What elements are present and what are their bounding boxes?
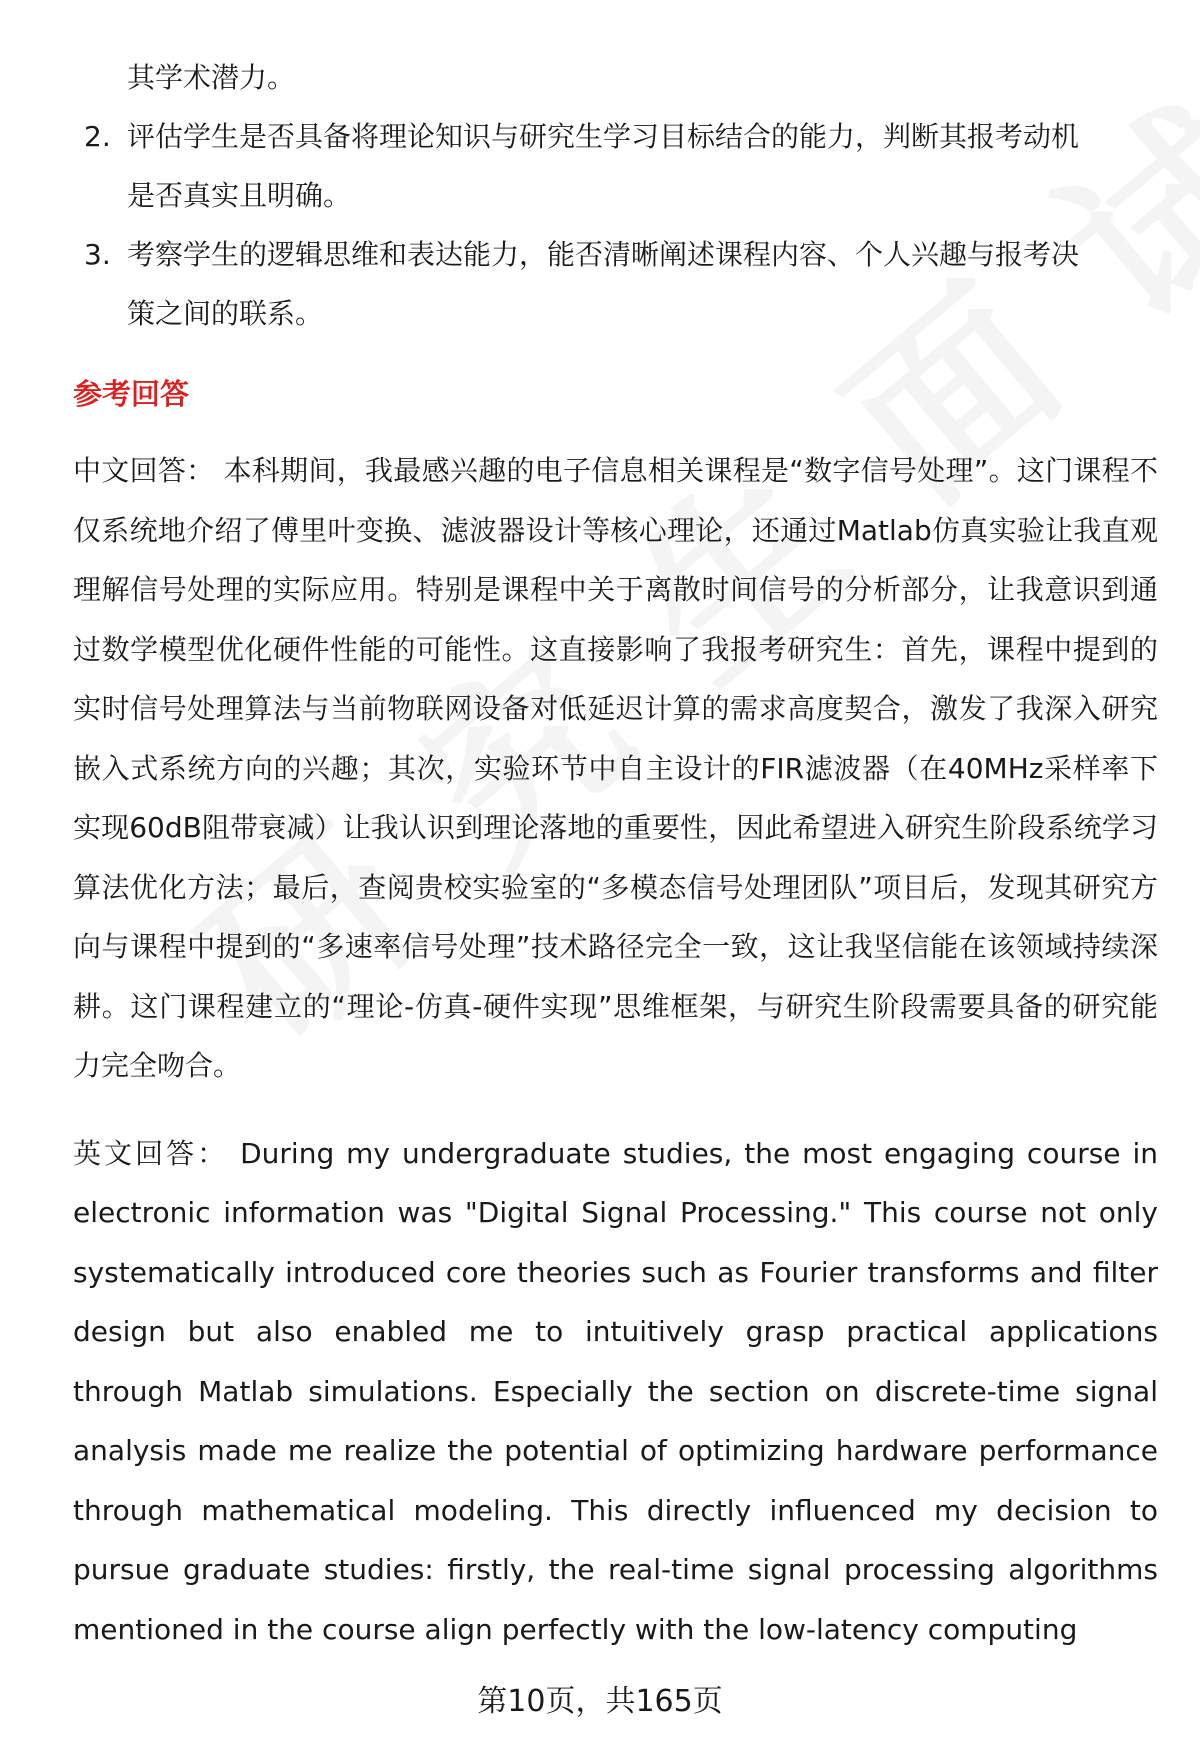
list-item-text-line: 评估学生是否具备将理论知识与研究生学习目标结合的能力，判断其报考动机: [127, 120, 1080, 153]
list-item-text-line: 策之间的联系。: [127, 297, 324, 330]
content-area: [73, 48, 1158, 1659]
list-item: [73, 107, 1158, 225]
list-item: [73, 225, 1158, 343]
english-answer-paragraph: 英文回答： During my undergraduate studies, the most engaging course in electronic information was "Digital Signal Processing." This course not only systematically introduced core theories such as Fourier transforms and filter design but also enabled me to intuitively grasp practical applications through Matlab simulations. Especially the section on discrete-time signal analysis made me realize the potential of optimizing hardware performance through mathematical modeling. This directly influenced my decision to pursue graduate studies: firstly, the real-time signal processing algorithms mentioned in the course align perfectly with the low-latency computing: [73, 1136, 1158, 1646]
list-item-text-line: 是否真实且明确。: [127, 179, 352, 212]
chinese-answer-paragraph: 中文回答： 本科期间，我最感兴趣的电子信息相关课程是“数字信号处理”。这门课程不仅系统地介绍了傅里叶变换、滤波器设计等核心理论，还通过Matlab仿真实验让我直观理解信号处理的实际应用。特别是课程中关于离散时间信号的分析部分，让我意识到通过数学模型优化硬件性能的可能性。这直接影响了我报考研究生：首先，课程中提到的实时信号处理算法与当前物联网设备对低延迟计算的需求高度契合，激发了我深入研究嵌入式系统方向的兴趣；其次，实验环节中自主设计的FIR滤波器（在40MHz采样率下实现60dB阻带衰减）让我认识到理论落地的重要性，因此希望进入研究生阶段系统学习算法优化方法；最后，查阅贵校实验室的“多模态信号处理团队”项目后，发现其研究方向与课程中提到的“多速率信号处理”技术路径完全一致，这让我坚信能在该领域持续深耕。这门课程建立的“理论-仿真-硬件实现”思维框架，与研究生阶段需要具备的研究能力完全吻合。: [73, 454, 1158, 1082]
list-item-number: 3.: [84, 238, 111, 271]
list-item-continuation: 其学术潜力。: [127, 61, 296, 94]
list-item-text-line: 考察学生的逻辑思维和表达能力，能否清晰阐述课程内容、个人兴趣与报考决: [127, 238, 1080, 271]
page-number-footer: 第10页，共165页: [477, 1684, 723, 1719]
list-item-number: 2.: [84, 120, 111, 153]
section-title: 参考回答: [73, 377, 190, 411]
